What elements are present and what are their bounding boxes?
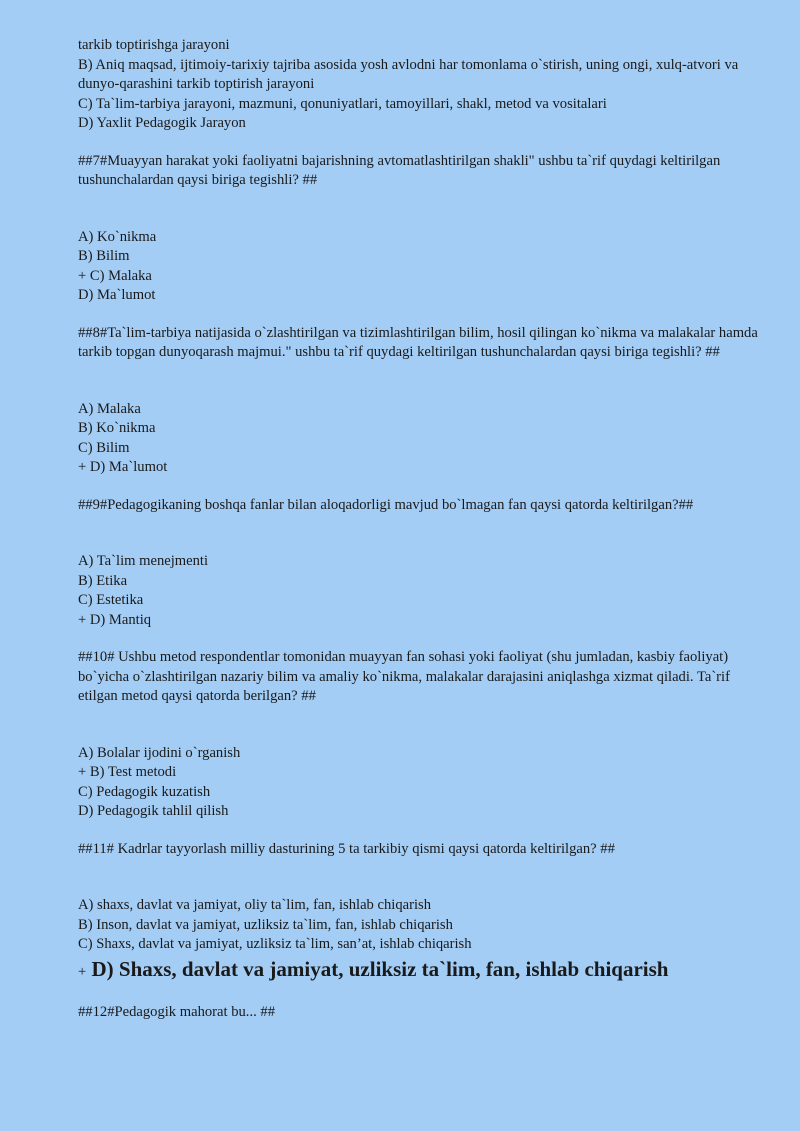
- option-c: C) Pedagogik kuzatish: [78, 783, 211, 800]
- option-a: A) Ko`nikma: [78, 228, 157, 245]
- question-10-options: [78, 744, 768, 822]
- question-8: ##8#Ta`lim-tarbiya natijasida o`zlashtirilgan va tizimlashtirilgan bilim, hosil qilingan ko`nikma va malakalar hamda tarkib topgan dunyoqarash majmui." ushbu ta`rif quydagi keltirilgan tushunchalardan qaysi biriga tegishli? ##: [78, 324, 758, 360]
- option-c-correct: + C) Malaka: [78, 267, 152, 284]
- option-c: C) Bilim: [78, 439, 130, 456]
- option-a: A) shaxs, davlat va jamiyat, oliy ta`lim, fan, ishlab chiqarish: [78, 897, 432, 913]
- option-d-text: D) Shaxs, davlat va jamiyat, uzliksiz ta`lim, fan, ishlab chiqarish: [91, 956, 669, 981]
- question-8-options: [78, 400, 768, 478]
- option-c: C) Shaxs, davlat va jamiyat, uzliksiz ta`lim, san’at, ishlab chiqarish: [78, 936, 472, 952]
- question-7: ##7#Muayyan harakat yoki faoliyatni bajarishning avtomatlashtirilgan shakli" ushbu ta`rif quydagi keltirilgan tushunchalardan qaysi biriga tegishli? ##: [78, 152, 721, 188]
- correct-marker: +: [78, 963, 87, 980]
- option-d-correct: [78, 956, 768, 985]
- option-b: B) Inson, davlat va jamiyat, uzliksiz ta`lim, fan, ishlab chiqarish: [78, 916, 453, 933]
- question-7-options: [78, 228, 768, 306]
- option-d-correct: + D) Ma`lumot: [78, 459, 168, 475]
- option-a: A) Ta`lim menejmenti: [78, 553, 209, 569]
- question-10: ##10# Ushbu metod respondentlar tomonidan muayyan fan sohasi yoki faoliyat (shu jumladan, kasbiy faoliyat) bo`yicha o`zlashtirilgan nazariy bilim va amaliy ko`nikma, malakalar darajasini aniqlashga xizmat qiladi. Ta`rif etilgan metod qaysi qatorda berilgan? ##: [78, 649, 730, 704]
- option-d: D) Ma`lumot: [78, 287, 156, 303]
- option-a: A) Malaka: [78, 400, 141, 417]
- option-b: B) Etika: [78, 572, 128, 589]
- document-page: [78, 36, 768, 1022]
- option-d: D) Pedagogik tahlil qilish: [78, 803, 229, 819]
- question-12: ##12#Pedagogik mahorat bu... ##: [78, 1003, 275, 1020]
- question-11: ##11# Kadrlar tayyorlash milliy dasturining 5 ta tarkibiy qismi qaysi qatorda keltirilgan? ##: [78, 840, 615, 857]
- option-d-correct: + D) Mantiq: [78, 611, 152, 628]
- question-9-options: [78, 552, 768, 630]
- option-c: C) Ta`lim-tarbiya jarayoni, mazmuni, qonuniyatlari, tamoyillari, shakl, metod va vositalari: [78, 95, 607, 112]
- option-a: A) Bolalar ijodini o`rganish: [78, 744, 241, 761]
- option-d: D) Yaxlit Pedagogik Jarayon: [78, 115, 246, 131]
- continuation-line: tarkib toptirishga jarayoni: [78, 37, 230, 53]
- option-b-correct: + B) Test metodi: [78, 764, 177, 780]
- question-11-options: [78, 896, 768, 985]
- option-b: B) Bilim: [78, 248, 130, 264]
- option-b: B) Aniq maqsad, ijtimoiy-tarixiy tajriba asosida yosh avlodni har tomonlama o`stirish, uning ongi, xulq-atvori va dunyo-qarashini tarkib toptirish jarayoni: [78, 56, 739, 92]
- intro-block: [78, 36, 768, 134]
- option-c: C) Estetika: [78, 592, 144, 608]
- option-b: B) Ko`nikma: [78, 420, 156, 436]
- question-9: ##9#Pedagogikaning boshqa fanlar bilan aloqadorligi mavjud bo`lmagan fan qaysi qatorda keltirilgan?##: [78, 496, 694, 513]
